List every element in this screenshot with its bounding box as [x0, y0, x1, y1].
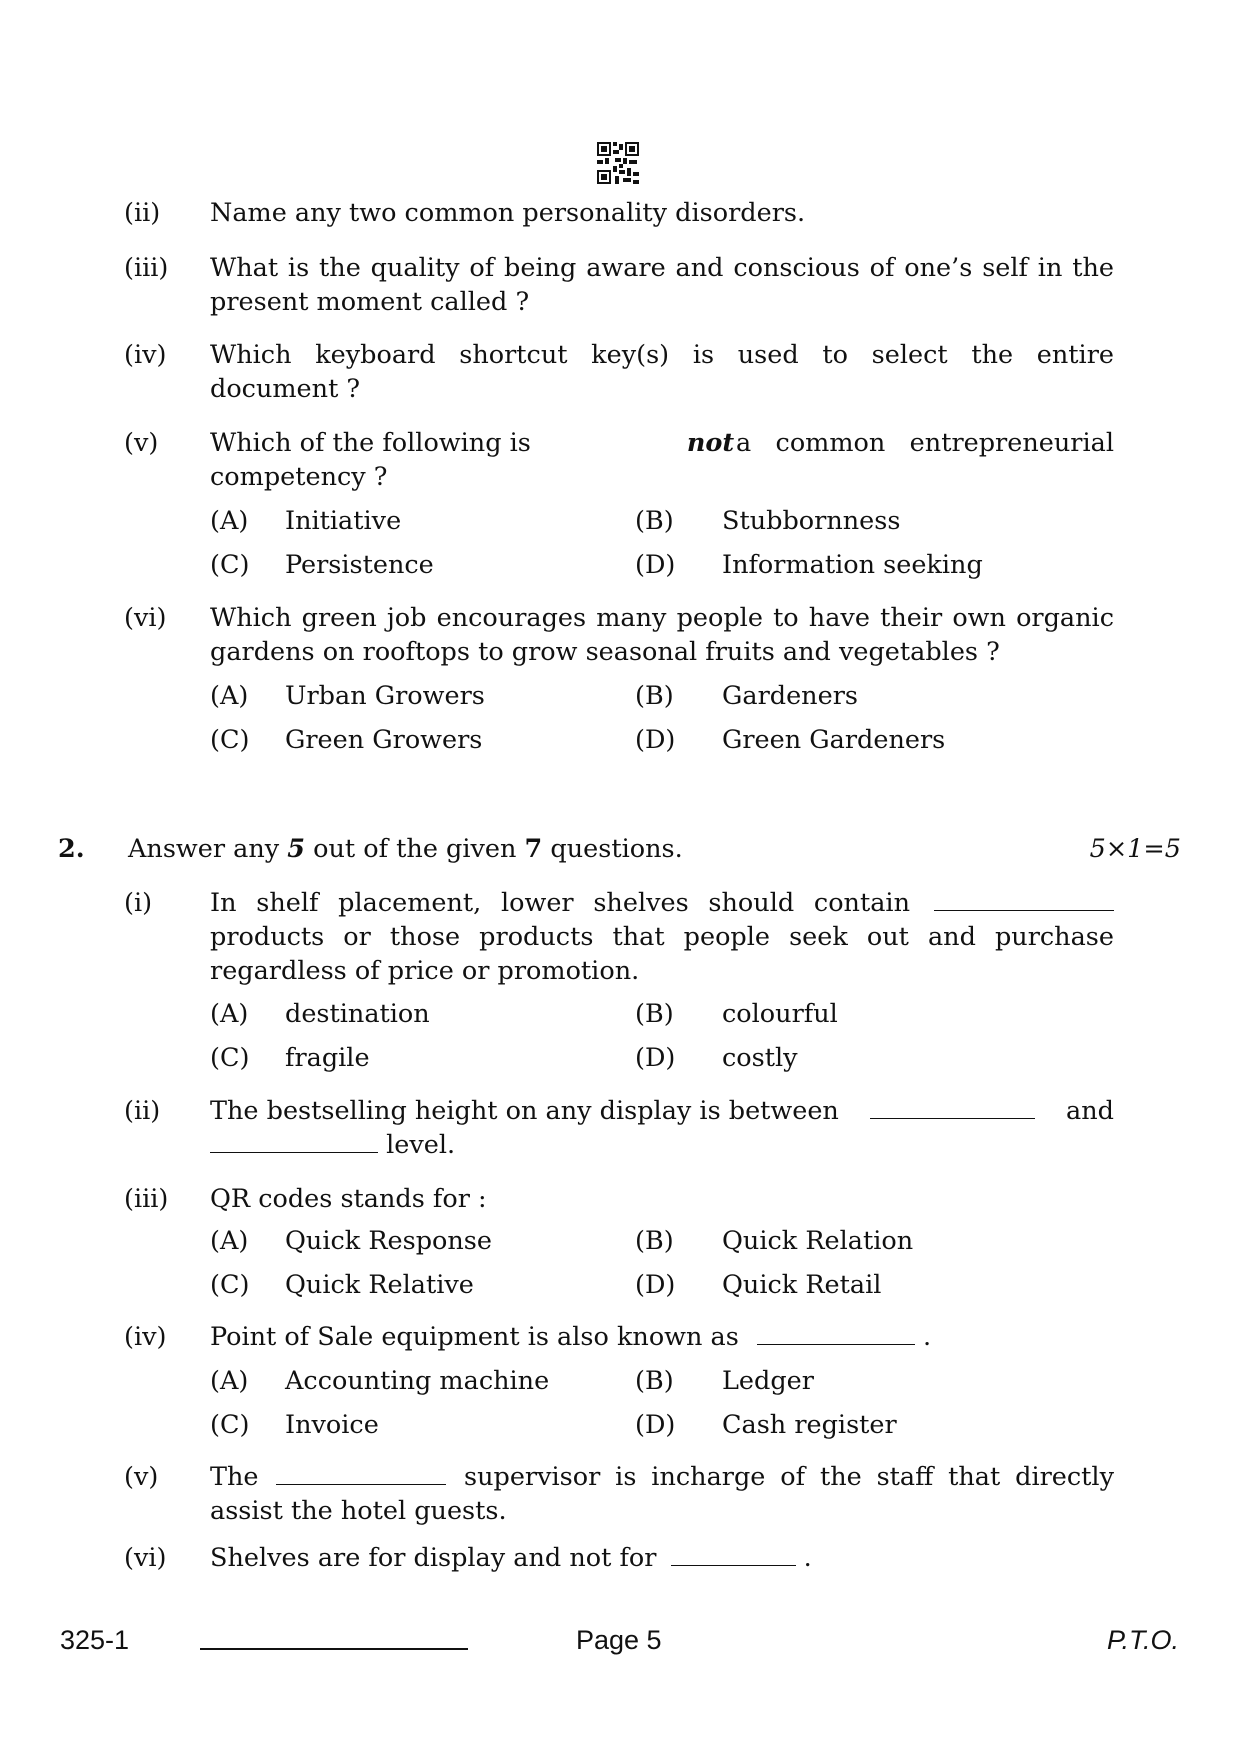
q1-v-option-b-label: (B) — [635, 506, 674, 536]
q2-item-iv-period: . — [923, 1322, 932, 1352]
q2-i-option-a-text: destination — [285, 999, 430, 1029]
q2-iii-option-d-text: Quick Retail — [722, 1270, 882, 1300]
q2-heading-mid: out of the given — [313, 834, 517, 864]
q2-item-ii-text-line1 — [210, 1096, 1114, 1126]
q2-item-v-text-line2: assist the hotel guests. — [210, 1496, 507, 1526]
q1-item-ii-number: (ii) — [124, 198, 161, 228]
q1-item-iii-text-line1: What is the quality of being aware and conscious of one’s self in the — [210, 253, 1114, 283]
q2-item-vi-line1: Shelves are for display and not for — [210, 1543, 657, 1573]
q1-item-iv-number: (iv) — [124, 340, 167, 370]
q2-item-ii-level: level. — [386, 1130, 456, 1160]
q2-iii-option-a-label: (A) — [210, 1226, 249, 1256]
q2-item-vi-number: (vi) — [124, 1543, 167, 1573]
q1-item-vi-number: (vi) — [124, 603, 167, 633]
q2-item-vi-period: . — [803, 1543, 812, 1573]
q2-item-iii-number: (iii) — [124, 1184, 169, 1214]
qr-code-icon — [597, 142, 639, 184]
q1-vi-option-c-text: Green Growers — [285, 725, 483, 755]
q2-item-i-line1: In shelf placement, lower shelves should contain — [210, 888, 910, 918]
q2-item-ii-pre: The bestselling height on any display is between — [210, 1096, 839, 1126]
q2-i-option-d-label: (D) — [635, 1043, 676, 1073]
q1-item-ii-text: Name any two common personality disorders. — [210, 198, 806, 228]
footer-paper-code: 325-1 — [60, 1625, 130, 1655]
q2-item-v-pre: The — [210, 1462, 259, 1492]
q1-vi-option-b-label: (B) — [635, 681, 674, 711]
q2-item-iv-number: (iv) — [124, 1322, 167, 1352]
q1-item-v-text-line2: competency ? — [210, 462, 388, 492]
q2-iv-option-b-text: Ledger — [722, 1366, 814, 1396]
q2-item-ii-post: and — [1066, 1096, 1114, 1126]
q2-item-ii-blank2 — [210, 1132, 378, 1153]
q2-item-ii-number: (ii) — [124, 1096, 161, 1126]
q1-v-option-c-text: Persistence — [285, 550, 434, 580]
q2-i-option-d-text: costly — [722, 1043, 798, 1073]
q2-item-i-text-line1 — [210, 888, 1114, 918]
footer-page-number: Page 5 — [576, 1625, 662, 1655]
q2-i-option-c-label: (C) — [210, 1043, 250, 1073]
q1-v-option-a-text: Initiative — [285, 506, 402, 536]
footer-divider — [200, 1648, 468, 1650]
q2-heading — [128, 834, 683, 864]
q2-item-iv-text — [210, 1322, 931, 1352]
q2-iii-option-b-label: (B) — [635, 1226, 674, 1256]
q2-item-iv-blank — [757, 1324, 915, 1345]
q2-item-vi-blank — [671, 1545, 796, 1566]
q2-heading-post: questions. — [550, 834, 683, 864]
q2-item-v-number: (v) — [124, 1462, 159, 1492]
q2-i-option-a-label: (A) — [210, 999, 249, 1029]
q2-iv-option-b-label: (B) — [635, 1366, 674, 1396]
q1-vi-option-c-label: (C) — [210, 725, 250, 755]
q1-item-iii-text-line2: present moment called ? — [210, 287, 530, 317]
q2-item-i-text-line3: regardless of price or promotion. — [210, 956, 640, 986]
q2-iv-option-d-text: Cash register — [722, 1410, 897, 1440]
q1-v-option-c-label: (C) — [210, 550, 250, 580]
q2-item-ii-text-line2 — [210, 1130, 455, 1160]
q1-vi-option-a-text: Urban Growers — [285, 681, 485, 711]
q2-iii-option-d-label: (D) — [635, 1270, 676, 1300]
q1-vi-option-d-text: Green Gardeners — [722, 725, 946, 755]
q2-item-i-blank — [934, 890, 1114, 911]
q2-iv-option-c-label: (C) — [210, 1410, 250, 1440]
q2-i-option-b-label: (B) — [635, 999, 674, 1029]
q2-iv-option-a-text: Accounting machine — [285, 1366, 550, 1396]
q1-item-iv-text-line1: Which keyboard shortcut key(s) is used to select the entire — [210, 340, 1114, 370]
q1-item-iii-number: (iii) — [124, 253, 169, 283]
q2-iv-option-a-label: (A) — [210, 1366, 249, 1396]
q1-item-vi-text-line1: Which green job encourages many people to have their own organic — [210, 603, 1114, 633]
q2-iii-option-b-text: Quick Relation — [722, 1226, 914, 1256]
q2-i-option-b-text: colourful — [722, 999, 838, 1029]
q2-iv-option-d-label: (D) — [635, 1410, 676, 1440]
q2-item-iii-text: QR codes stands for : — [210, 1184, 487, 1214]
q2-iv-option-c-text: Invoice — [285, 1410, 379, 1440]
q2-iii-option-a-text: Quick Response — [285, 1226, 492, 1256]
q2-item-v-blank — [276, 1464, 446, 1485]
q2-marks: 5×1=5 — [1089, 834, 1181, 864]
q1-item-v-emphasis: not — [686, 428, 735, 458]
q2-item-iv-line1: Point of Sale equipment is also known as — [210, 1322, 739, 1352]
q1-item-v-pre: Which of the following is — [210, 428, 531, 458]
q1-v-option-d-text: Information seeking — [722, 550, 983, 580]
q2-i-option-c-text: fragile — [285, 1043, 370, 1073]
q1-v-option-a-label: (A) — [210, 506, 249, 536]
q2-item-ii-blank1 — [870, 1098, 1035, 1119]
q1-item-vi-text-line2: gardens on rooftops to grow seasonal fruits and vegetables ? — [210, 637, 1000, 667]
q1-item-v-post: a common entrepreneurial — [735, 428, 1114, 458]
q1-item-v-text-line1 — [210, 428, 1114, 458]
q1-v-option-d-label: (D) — [635, 550, 676, 580]
q2-heading-n1: 5 — [287, 834, 306, 864]
q1-v-option-b-text: Stubbornness — [722, 506, 901, 536]
footer-pto: P.T.O. — [1106, 1625, 1179, 1655]
q1-vi-option-a-label: (A) — [210, 681, 249, 711]
q1-item-v-number: (v) — [124, 428, 159, 458]
q2-item-vi-text — [210, 1543, 812, 1573]
q1-vi-option-b-text: Gardeners — [722, 681, 858, 711]
q1-vi-option-d-label: (D) — [635, 725, 676, 755]
q1-item-iv-text-line2: document ? — [210, 374, 361, 404]
q2-iii-option-c-label: (C) — [210, 1270, 250, 1300]
q2-heading-pre: Answer any — [128, 834, 280, 864]
q2-iii-option-c-text: Quick Relative — [285, 1270, 474, 1300]
q2-item-i-number: (i) — [124, 888, 153, 918]
q2-item-i-text-line2: products or those products that people seek out and purchase — [210, 922, 1114, 952]
q2-heading-n2: 7 — [524, 834, 543, 864]
q2-item-v-post: supervisor is incharge of the staff that directly — [464, 1462, 1114, 1492]
q2-number: 2. — [58, 834, 85, 864]
q2-item-v-text-line1 — [210, 1462, 1114, 1492]
